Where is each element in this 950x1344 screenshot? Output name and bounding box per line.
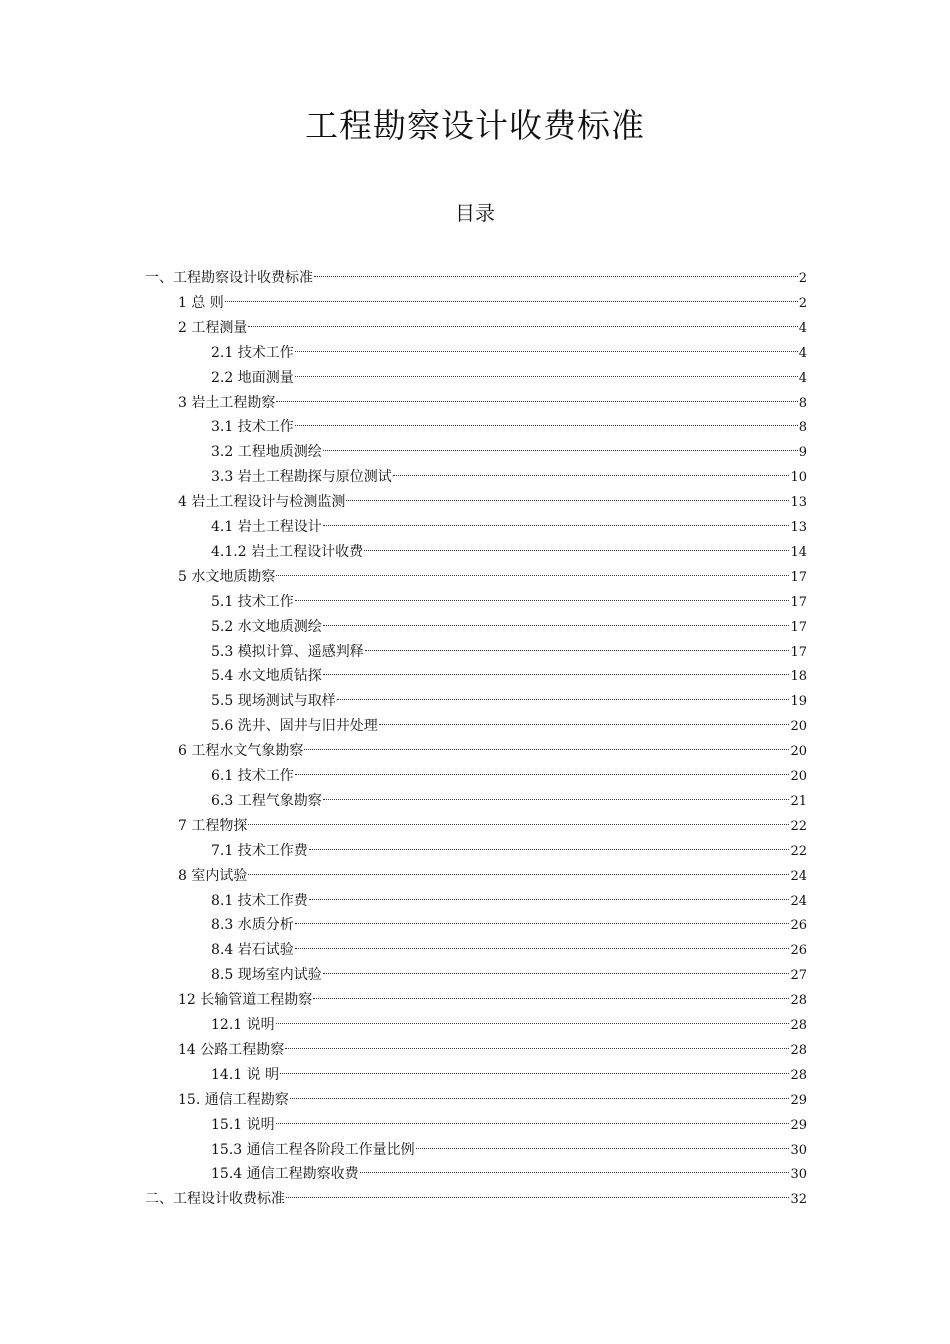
toc-entry[interactable] — [178, 864, 807, 888]
toc-entry[interactable] — [211, 714, 807, 738]
toc-entry-label: 15. 通信工程勘察 — [178, 1092, 289, 1108]
toc-entry-page-number: 30 — [790, 1143, 807, 1158]
toc-dot-leader — [313, 998, 789, 999]
toc-entry-label: 2.1 技术工作 — [211, 345, 294, 361]
toc-dot-leader — [295, 948, 790, 949]
toc-entry[interactable] — [211, 465, 807, 489]
toc-entry-label: 1 总 则 — [178, 295, 224, 311]
toc-dot-leader — [276, 1023, 790, 1024]
toc-entry-page-number: 22 — [790, 844, 807, 859]
toc-entry-label: 一、工程勘察设计收费标准 — [145, 270, 313, 286]
toc-dot-leader — [286, 1197, 789, 1198]
toc-entry-label: 15.3 通信工程各阶段工作量比例 — [211, 1142, 415, 1158]
toc-entry[interactable] — [211, 764, 807, 788]
toc-entry[interactable] — [211, 889, 807, 913]
toc-dot-leader — [295, 774, 790, 775]
toc-entry-page-number: 18 — [790, 669, 807, 684]
toc-dot-leader — [295, 923, 790, 924]
toc-entry-page-number: 17 — [790, 620, 807, 635]
toc-entry-label: 2.2 地面测量 — [211, 370, 294, 386]
toc-dot-leader — [248, 326, 797, 327]
toc-entry-page-number: 17 — [790, 595, 807, 610]
toc-entry[interactable] — [211, 590, 807, 614]
toc-dot-leader — [379, 724, 790, 725]
toc-entry-label: 二、工程设计收费标准 — [145, 1191, 285, 1207]
toc-entry[interactable] — [178, 291, 807, 315]
toc-entry-page-number: 21 — [790, 794, 807, 809]
toc-entry[interactable] — [211, 1162, 807, 1186]
toc-entry-label: 3.1 技术工作 — [211, 419, 294, 435]
toc-entry-label: 12.1 说明 — [211, 1017, 275, 1033]
toc-dot-leader — [393, 475, 790, 476]
toc-entry-label: 8.5 现场室内试验 — [211, 967, 322, 983]
toc-dot-leader — [295, 376, 798, 377]
toc-entry-label: 7.1 技术工作费 — [211, 843, 308, 859]
toc-entry[interactable] — [211, 1113, 807, 1137]
toc-entry[interactable] — [211, 540, 807, 564]
toc-entry-label: 3 岩土工程勘察 — [178, 395, 276, 411]
toc-entry-page-number: 20 — [790, 769, 807, 784]
toc-entry-label: 6.3 工程气象勘察 — [211, 793, 322, 809]
toc-entry-page-number: 8 — [798, 396, 807, 411]
toc-entry[interactable] — [211, 913, 807, 937]
toc-entry-page-number: 13 — [790, 495, 807, 510]
toc-dot-leader — [225, 301, 798, 302]
toc-dot-leader — [248, 874, 789, 875]
toc-entry-page-number: 17 — [790, 645, 807, 660]
toc-dot-leader — [295, 425, 798, 426]
toc-dot-leader — [290, 1098, 790, 1099]
toc-entry[interactable] — [178, 316, 807, 340]
toc-dot-leader — [285, 1048, 789, 1049]
toc-heading: 目录 — [455, 201, 495, 225]
toc-entry-label: 7 工程物探 — [178, 818, 248, 834]
toc-entry[interactable] — [211, 615, 807, 639]
toc-entry[interactable] — [211, 366, 807, 390]
toc-entry[interactable] — [211, 640, 807, 664]
toc-entry[interactable] — [178, 814, 807, 838]
toc-entry[interactable] — [178, 490, 807, 514]
toc-entry[interactable] — [211, 938, 807, 962]
toc-dot-leader — [248, 824, 789, 825]
toc-entry-label: 5.4 水文地质钻探 — [211, 668, 322, 684]
toc-dot-leader — [295, 600, 790, 601]
toc-dot-leader — [323, 525, 790, 526]
toc-entry[interactable] — [211, 341, 807, 365]
toc-entry-label: 5.6 洗井、固井与旧井处理 — [211, 718, 378, 734]
toc-entry-label: 6 工程水文气象勘察 — [178, 743, 304, 759]
toc-entry[interactable] — [178, 739, 807, 763]
toc-entry-label: 3.2 工程地质测绘 — [211, 444, 322, 460]
toc-entry-label: 5 水文地质勘察 — [178, 569, 276, 585]
toc-dot-leader — [309, 849, 790, 850]
toc-entry-page-number: 19 — [790, 694, 807, 709]
toc-entry-page-number: 29 — [790, 1093, 807, 1108]
toc-entry-label: 12 长输管道工程勘察 — [178, 992, 313, 1008]
toc-dot-leader — [276, 401, 797, 402]
toc-dot-leader — [337, 699, 790, 700]
toc-entry-label: 2 工程测量 — [178, 320, 248, 336]
toc-entry[interactable] — [178, 1038, 807, 1062]
toc-entry-label: 8.4 岩石试验 — [211, 942, 294, 958]
toc-entry-label: 5.5 现场测试与取样 — [211, 693, 336, 709]
toc-entry-page-number: 28 — [790, 1068, 807, 1083]
toc-entry-label: 6.1 技术工作 — [211, 768, 294, 784]
toc-entry-page-number: 20 — [790, 719, 807, 734]
toc-entry-page-number: 27 — [790, 968, 807, 983]
toc-entry[interactable] — [211, 839, 807, 863]
toc-entry-label: 3.3 岩土工程勘探与原位测试 — [211, 469, 392, 485]
toc-entry[interactable] — [178, 988, 807, 1012]
toc-dot-leader — [276, 575, 789, 576]
toc-entry-page-number: 26 — [790, 943, 807, 958]
toc-dot-leader — [323, 625, 790, 626]
toc-entry-label: 14 公路工程勘察 — [178, 1042, 285, 1058]
toc-entry[interactable] — [211, 963, 807, 987]
toc-entry-page-number: 14 — [790, 545, 807, 560]
toc-dot-leader — [360, 1172, 790, 1173]
toc-dot-leader — [346, 500, 789, 501]
toc-entry[interactable] — [211, 664, 807, 688]
toc-entry-label: 5.2 水文地质测绘 — [211, 619, 322, 635]
toc-entry-page-number: 13 — [790, 520, 807, 535]
toc-dot-leader — [276, 1123, 790, 1124]
toc-entry[interactable] — [211, 515, 807, 539]
toc-entry-label: 14.1 说 明 — [211, 1067, 280, 1083]
toc-dot-leader — [280, 1073, 789, 1074]
toc-entry[interactable] — [211, 440, 807, 464]
toc-entry-label: 8.3 水质分析 — [211, 917, 294, 933]
toc-entry-page-number: 24 — [790, 894, 807, 909]
toc-entry-label: 5.3 模拟计算、遥感判释 — [211, 644, 364, 660]
toc-dot-leader — [323, 799, 790, 800]
toc-entry-page-number: 28 — [790, 993, 807, 1008]
toc-entry-page-number: 4 — [798, 321, 807, 336]
toc-dot-leader — [323, 450, 798, 451]
toc-dot-leader — [323, 973, 790, 974]
toc-entry-page-number: 29 — [790, 1118, 807, 1133]
toc-entry-label: 8 室内试验 — [178, 868, 248, 884]
toc-dot-leader — [323, 674, 790, 675]
toc-entry[interactable] — [211, 789, 807, 813]
toc-entry-label: 8.1 技术工作费 — [211, 893, 308, 909]
toc-dot-leader — [295, 351, 798, 352]
toc-entry-label: 15.4 通信工程勘察收费 — [211, 1166, 359, 1182]
toc-dot-leader — [314, 276, 798, 277]
toc-entry-page-number: 4 — [798, 346, 807, 361]
toc-entry[interactable] — [211, 415, 807, 439]
toc-entry-label: 4 岩土工程设计与检测监测 — [178, 494, 346, 510]
toc-entry-page-number: 30 — [790, 1167, 807, 1182]
toc-entry[interactable] — [145, 1187, 807, 1211]
toc-entry-page-number: 2 — [798, 296, 807, 311]
toc-entry[interactable] — [178, 1088, 807, 1112]
toc-entry-page-number: 28 — [790, 1018, 807, 1033]
toc-entry-label: 15.1 说明 — [211, 1117, 275, 1133]
toc-entry-page-number: 9 — [798, 445, 807, 460]
toc-entry-page-number: 17 — [790, 570, 807, 585]
toc-entry[interactable] — [178, 391, 807, 415]
toc-entry-label: 4.1.2 岩土工程设计收费 — [211, 544, 364, 560]
toc-entry-page-number: 24 — [790, 869, 807, 884]
toc-entry-page-number: 10 — [790, 470, 807, 485]
toc-entry-page-number: 4 — [798, 371, 807, 386]
toc-dot-leader — [304, 749, 789, 750]
toc-entry-label: 4.1 岩土工程设计 — [211, 519, 322, 535]
toc-entry[interactable] — [211, 1063, 807, 1087]
toc-entry-page-number: 28 — [790, 1043, 807, 1058]
document-title: 工程勘察设计收费标准 — [305, 106, 645, 145]
toc-dot-leader — [365, 650, 790, 651]
toc-entry-page-number: 26 — [790, 918, 807, 933]
toc-entry-label: 5.1 技术工作 — [211, 594, 294, 610]
toc-entry[interactable] — [145, 266, 807, 290]
toc-entry[interactable] — [178, 565, 807, 589]
toc-dot-leader — [364, 550, 789, 551]
toc-dot-leader — [309, 899, 790, 900]
toc-entry-page-number: 22 — [790, 819, 807, 834]
toc-entry-page-number: 32 — [790, 1192, 807, 1207]
toc-entry-page-number: 8 — [798, 420, 807, 435]
toc-entry-page-number: 2 — [798, 271, 807, 286]
toc-dot-leader — [416, 1148, 790, 1149]
toc-entry[interactable] — [211, 689, 807, 713]
toc-entry-page-number: 20 — [790, 744, 807, 759]
toc-entry[interactable] — [211, 1013, 807, 1037]
toc-entry[interactable] — [211, 1138, 807, 1162]
